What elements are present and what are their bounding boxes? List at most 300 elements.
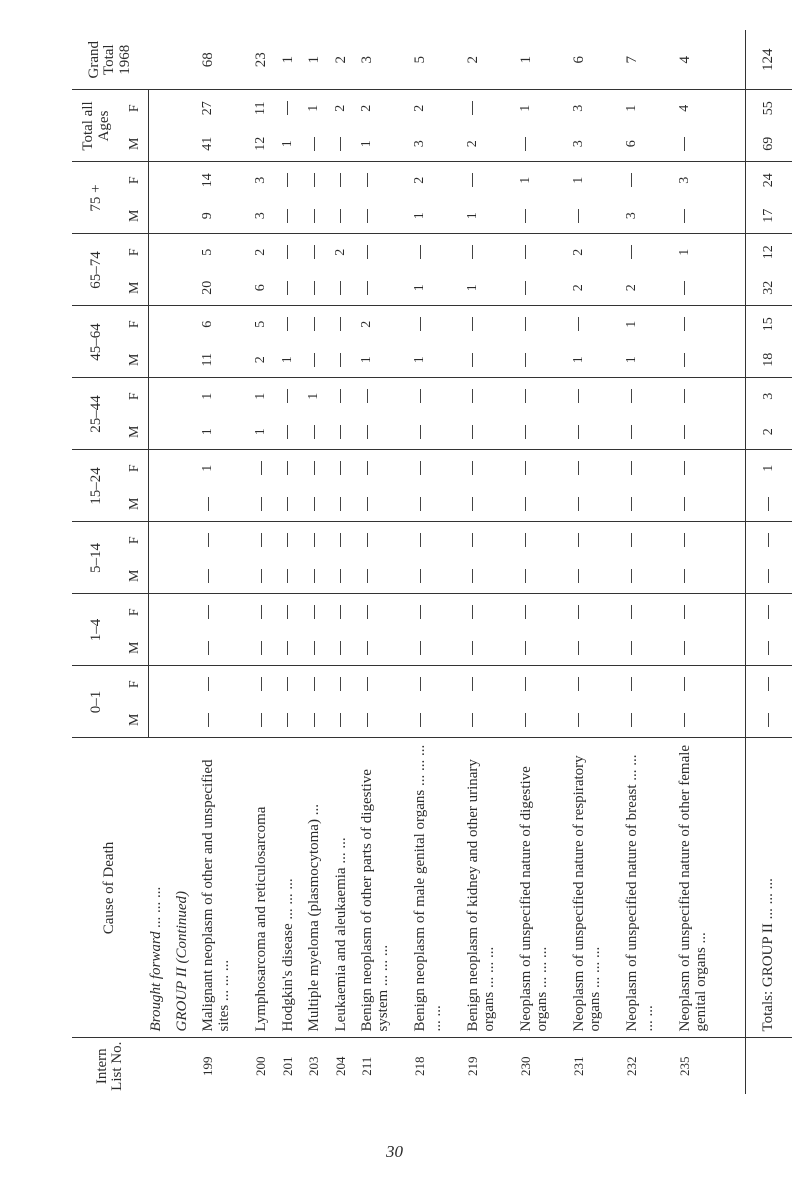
dash-mark	[420, 533, 421, 547]
dash-mark	[684, 713, 685, 727]
count-cell	[334, 342, 360, 378]
dash-mark	[525, 677, 526, 691]
count-cell	[307, 666, 333, 702]
count-cell	[254, 702, 280, 738]
dash-mark	[261, 641, 262, 655]
dash-mark	[472, 533, 473, 547]
grand-total-cell	[175, 30, 201, 90]
dash-mark	[525, 389, 526, 403]
dash-mark	[367, 641, 368, 655]
dash-mark	[472, 641, 473, 655]
dash-mark	[684, 281, 685, 295]
count-cell	[175, 198, 201, 234]
count-cell	[519, 198, 572, 234]
count-cell: 1	[281, 126, 307, 162]
count-cell	[175, 666, 201, 702]
total-count-cell	[746, 666, 793, 702]
dash-mark	[340, 173, 341, 187]
count-cell	[254, 630, 280, 666]
count-cell	[625, 414, 678, 450]
count-cell	[334, 594, 360, 630]
list-number: 203	[306, 1056, 322, 1076]
sex-header-f: F	[122, 306, 149, 342]
count-cell	[678, 342, 731, 378]
count-cell	[466, 378, 519, 414]
totals-list-number	[746, 1038, 793, 1094]
dash-mark	[208, 497, 209, 511]
dash-mark	[420, 425, 421, 439]
count-cell	[175, 450, 201, 486]
dash-mark	[340, 389, 341, 403]
count-cell	[254, 666, 280, 702]
dash-mark	[472, 173, 473, 187]
dash-mark	[340, 641, 341, 655]
dash-mark	[208, 713, 209, 727]
count-cell	[413, 702, 466, 738]
count-cell	[334, 414, 360, 450]
dash-mark	[472, 605, 473, 619]
count-cell: 1	[571, 176, 587, 184]
grand-total-header: Grand Total 1968	[72, 30, 149, 90]
dash-mark	[340, 137, 341, 151]
list-number: 219	[465, 1056, 481, 1076]
dash-mark	[287, 533, 288, 547]
dash-mark	[367, 569, 368, 583]
count-cell: 2	[332, 248, 348, 256]
dash-mark	[314, 425, 315, 439]
count-cell: 1	[572, 342, 625, 378]
count-cell	[466, 522, 519, 558]
count-cell: 1	[254, 414, 280, 450]
count-cell	[625, 486, 678, 522]
count-cell	[466, 450, 519, 486]
count-cell: 3	[254, 198, 280, 234]
count-cell	[149, 630, 175, 666]
dash-mark	[287, 209, 288, 223]
dash-mark	[525, 209, 526, 223]
dash-mark	[287, 425, 288, 439]
count-cell	[360, 486, 413, 522]
dash-mark	[578, 641, 579, 655]
dash-mark	[287, 605, 288, 619]
count-cell: 2	[412, 104, 428, 112]
cause-of-death: GROUP II (Continued)	[175, 738, 201, 1038]
list-number: 199	[200, 1056, 216, 1076]
count-cell	[519, 522, 572, 558]
count-cell: 1	[413, 342, 466, 378]
count-cell	[149, 234, 175, 270]
table-row	[149, 30, 175, 1094]
count-cell	[678, 378, 731, 414]
count-cell: 1	[200, 464, 216, 472]
count-cell	[281, 162, 307, 198]
count-cell	[413, 666, 466, 702]
dash-mark	[367, 605, 368, 619]
count-cell	[519, 558, 572, 594]
count-cell: 2	[332, 104, 348, 112]
count-cell: 11	[253, 101, 269, 115]
list-number: 231	[571, 1056, 587, 1076]
count-cell	[149, 666, 175, 702]
count-cell	[307, 486, 333, 522]
dash-mark	[525, 641, 526, 655]
count-cell	[334, 270, 360, 306]
count-cell	[254, 522, 280, 558]
total-count-cell: 12	[746, 234, 793, 270]
count-cell	[175, 558, 201, 594]
sex-header-m: M	[122, 198, 149, 234]
count-cell	[678, 486, 731, 522]
dash-mark	[472, 317, 473, 331]
totals-grand-cell: 124	[746, 30, 793, 90]
dash-mark	[631, 641, 632, 655]
count-cell	[678, 198, 731, 234]
count-cell	[334, 666, 360, 702]
dash-mark	[472, 425, 473, 439]
dash-mark	[420, 641, 421, 655]
dash-mark	[631, 713, 632, 727]
dash-mark	[340, 569, 341, 583]
cause-of-death: Hodgkin's disease ... ... ...	[281, 738, 307, 1038]
count-cell	[175, 90, 201, 126]
dash-mark	[472, 389, 473, 403]
count-cell	[334, 162, 360, 198]
count-cell	[360, 666, 413, 702]
count-cell	[360, 630, 413, 666]
count-cell	[572, 558, 625, 594]
count-cell	[334, 630, 360, 666]
count-cell: 14	[200, 173, 216, 188]
dash-mark	[420, 461, 421, 475]
dash-mark	[261, 461, 262, 475]
total-count-cell	[746, 486, 793, 522]
count-cell	[625, 450, 678, 486]
dash-mark	[314, 173, 315, 187]
count-cell	[625, 378, 678, 414]
count-cell	[572, 414, 625, 450]
count-cell	[572, 702, 625, 738]
dash-mark	[684, 605, 685, 619]
dash-mark	[261, 605, 262, 619]
table-row	[360, 30, 413, 1094]
spacer-cell	[731, 450, 746, 486]
count-cell: 3	[571, 104, 587, 112]
spacer-cell	[731, 90, 746, 126]
dash-mark	[578, 569, 579, 583]
count-cell: 1	[360, 126, 413, 162]
dash-mark	[472, 245, 473, 259]
count-cell	[281, 270, 307, 306]
count-cell	[678, 594, 731, 630]
total-count-cell	[746, 594, 793, 630]
count-cell	[466, 90, 519, 126]
count-cell	[307, 558, 333, 594]
cause-of-death: Benign neoplasm of other parts of digestive system ... ... ...	[360, 738, 413, 1038]
dash-mark	[472, 569, 473, 583]
count-cell: 12	[254, 126, 280, 162]
count-cell: 3	[413, 126, 466, 162]
count-cell	[334, 306, 360, 342]
sex-header-f: F	[122, 666, 149, 702]
dash-mark	[340, 425, 341, 439]
spacer-cell	[731, 522, 746, 558]
sex-header-m: M	[122, 270, 149, 306]
spacer-cell	[731, 342, 746, 378]
count-cell	[360, 378, 413, 414]
count-cell	[175, 234, 201, 270]
sex-header-m: M	[122, 702, 149, 738]
spacer-cell	[731, 486, 746, 522]
list-number: 200	[253, 1056, 269, 1076]
count-cell	[519, 126, 572, 162]
count-cell	[466, 630, 519, 666]
count-cell	[572, 450, 625, 486]
count-cell	[625, 162, 678, 198]
cause-of-death-table	[72, 30, 792, 1094]
dash-mark	[314, 317, 315, 331]
grand-total-cell: 2	[334, 30, 360, 90]
cause-header: Cause of Death	[72, 738, 149, 1038]
count-cell	[201, 666, 254, 702]
count-cell: 41	[201, 126, 254, 162]
page-number: 30	[386, 1142, 403, 1161]
count-cell	[281, 630, 307, 666]
dash-mark	[684, 461, 685, 475]
dash-mark	[684, 317, 685, 331]
count-cell	[175, 126, 201, 162]
grand-total-cell: 5	[413, 30, 466, 90]
count-cell: 1	[281, 342, 307, 378]
count-cell: 1	[413, 270, 466, 306]
count-cell	[149, 306, 175, 342]
dash-mark	[314, 605, 315, 619]
count-cell	[360, 450, 413, 486]
total-count-cell	[746, 522, 793, 558]
cause-of-death: Malignant neoplasm of other and unspecified sites ... ... ...	[201, 738, 254, 1038]
dash-mark	[420, 677, 421, 691]
cause-of-death: Neoplasm of unspecified nature of digestive organs ... ... ...	[519, 738, 572, 1038]
total-count-cell: 3	[746, 378, 793, 414]
count-cell	[175, 486, 201, 522]
dash-mark	[314, 497, 315, 511]
count-cell	[519, 378, 572, 414]
count-cell	[519, 594, 572, 630]
spacer-cell	[731, 1038, 746, 1094]
dash-mark	[525, 497, 526, 511]
sex-header-m: M	[122, 486, 149, 522]
count-cell	[360, 702, 413, 738]
dash-mark	[578, 461, 579, 475]
dash-mark	[684, 425, 685, 439]
count-cell	[466, 702, 519, 738]
count-cell	[307, 306, 333, 342]
dash-mark	[472, 461, 473, 475]
sex-header-f: F	[122, 450, 149, 486]
dash-mark	[340, 533, 341, 547]
table-row	[175, 30, 201, 1094]
dash-mark	[261, 713, 262, 727]
list-no-header: Intern List No.	[93, 1041, 126, 1091]
count-cell	[678, 666, 731, 702]
count-cell: 5	[200, 248, 216, 256]
count-cell	[572, 630, 625, 666]
dash-mark	[525, 533, 526, 547]
dash-mark	[420, 245, 421, 259]
dash-mark	[525, 353, 526, 367]
dash-mark	[367, 281, 368, 295]
total-count-cell: 1	[746, 450, 793, 486]
dash-mark	[367, 461, 368, 475]
grand-total-cell: 6	[572, 30, 625, 90]
grand-total-cell: 7	[625, 30, 678, 90]
dash-mark	[340, 497, 341, 511]
dash-mark	[314, 353, 315, 367]
count-cell	[281, 702, 307, 738]
total-count-cell: 55	[746, 90, 793, 126]
count-cell	[360, 594, 413, 630]
dash-mark	[768, 677, 769, 691]
dash-mark	[287, 569, 288, 583]
count-cell	[466, 558, 519, 594]
dash-mark	[684, 497, 685, 511]
count-cell	[466, 666, 519, 702]
spacer-cell	[731, 234, 746, 270]
spacer-cell	[731, 414, 746, 450]
total-count-cell: 32	[746, 270, 793, 306]
count-cell	[149, 486, 175, 522]
dash-mark	[525, 569, 526, 583]
count-cell: 11	[201, 342, 254, 378]
totals-row	[746, 30, 793, 1094]
count-cell	[625, 594, 678, 630]
sex-header-f: F	[122, 522, 149, 558]
spacer-cell	[731, 738, 746, 1038]
count-cell: 6	[200, 320, 216, 328]
sex-header-m: M	[122, 126, 149, 162]
count-cell	[678, 702, 731, 738]
age-header-2: 5–14	[72, 522, 122, 594]
spacer-cell	[731, 630, 746, 666]
dash-mark	[684, 353, 685, 367]
dash-mark	[525, 605, 526, 619]
count-cell	[466, 414, 519, 450]
dash-mark	[287, 677, 288, 691]
grand-total-cell: 1	[281, 30, 307, 90]
dash-mark	[631, 569, 632, 583]
count-cell	[413, 522, 466, 558]
dash-mark	[578, 605, 579, 619]
age-header-7: 75 +	[72, 162, 122, 234]
count-cell: 2	[625, 270, 678, 306]
count-cell	[413, 594, 466, 630]
sex-header-m: M	[122, 414, 149, 450]
count-cell	[201, 594, 254, 630]
dash-mark	[472, 101, 473, 115]
count-cell	[678, 270, 731, 306]
count-cell	[678, 558, 731, 594]
count-cell	[519, 414, 572, 450]
dash-mark	[525, 713, 526, 727]
sex-header-f: F	[122, 594, 149, 630]
count-cell: 2	[253, 248, 269, 256]
dash-mark	[287, 245, 288, 259]
cause-of-death: Lymphosarcoma and reticulosarcoma	[254, 738, 280, 1038]
count-cell	[625, 630, 678, 666]
count-cell: 1	[676, 248, 692, 256]
count-cell	[307, 594, 333, 630]
count-cell	[307, 702, 333, 738]
table-row	[334, 30, 360, 1094]
dash-mark	[578, 317, 579, 331]
count-cell	[201, 522, 254, 558]
table-row	[413, 30, 466, 1094]
dash-mark	[420, 317, 421, 331]
dash-mark	[768, 641, 769, 655]
table-row	[519, 30, 572, 1094]
count-cell: 1	[466, 198, 519, 234]
dash-mark	[314, 245, 315, 259]
dash-mark	[525, 137, 526, 151]
dash-mark	[208, 533, 209, 547]
dash-mark	[578, 497, 579, 511]
count-cell: 6	[254, 270, 280, 306]
count-cell	[413, 414, 466, 450]
spacer-cell	[731, 198, 746, 234]
table-row	[201, 30, 254, 1094]
dash-mark	[631, 389, 632, 403]
count-cell: 1	[518, 176, 534, 184]
count-cell	[175, 270, 201, 306]
dash-mark	[340, 209, 341, 223]
count-cell: 1	[625, 342, 678, 378]
dash-mark	[367, 533, 368, 547]
count-cell	[175, 414, 201, 450]
count-cell	[149, 414, 175, 450]
dash-mark	[631, 245, 632, 259]
count-cell	[175, 594, 201, 630]
spacer-cell	[731, 270, 746, 306]
count-cell	[254, 558, 280, 594]
table-row	[254, 30, 280, 1094]
sex-header-f: F	[122, 234, 149, 270]
dash-mark	[367, 677, 368, 691]
count-cell	[466, 486, 519, 522]
dash-mark	[420, 389, 421, 403]
list-number	[149, 1038, 175, 1094]
dash-mark	[684, 677, 685, 691]
dash-mark	[208, 641, 209, 655]
dash-mark	[287, 281, 288, 295]
count-cell	[281, 378, 307, 414]
dash-mark	[314, 461, 315, 475]
count-cell	[466, 162, 519, 198]
list-number: 218	[412, 1056, 428, 1076]
count-cell	[149, 558, 175, 594]
count-cell	[334, 198, 360, 234]
count-cell	[254, 450, 280, 486]
count-cell	[149, 198, 175, 234]
total-count-cell: 2	[746, 414, 793, 450]
dash-mark	[208, 605, 209, 619]
grand-total-cell: 3	[360, 30, 413, 90]
table-row	[678, 30, 731, 1094]
dash-mark	[340, 317, 341, 331]
total-count-cell	[746, 702, 793, 738]
count-cell	[149, 342, 175, 378]
count-cell	[307, 450, 333, 486]
sex-header-f: F	[122, 378, 149, 414]
dash-mark	[420, 713, 421, 727]
